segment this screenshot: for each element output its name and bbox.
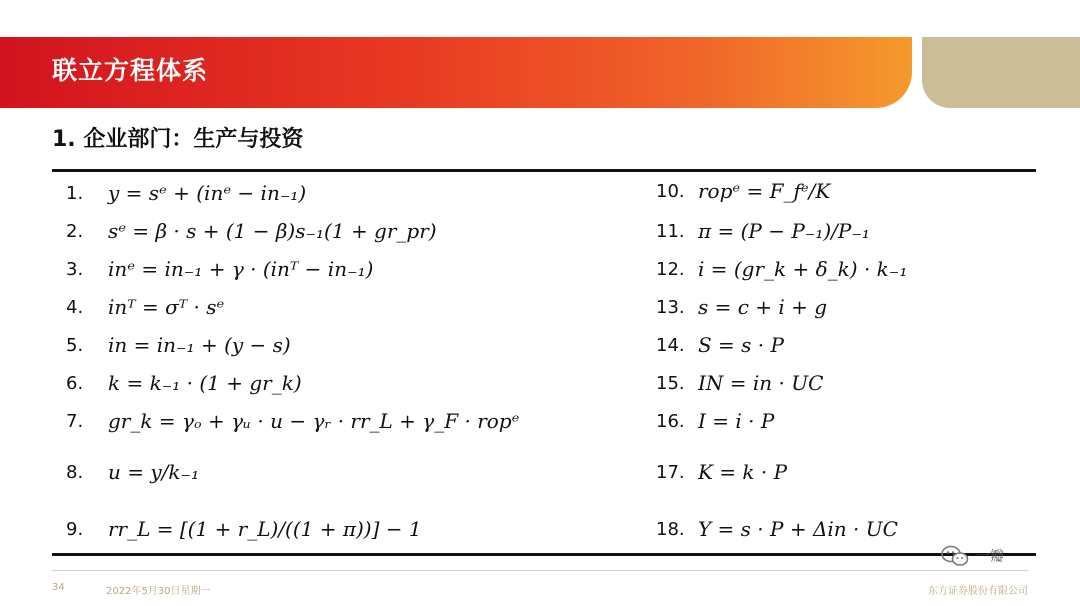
- equation-number: 14.: [656, 334, 685, 356]
- equation-number: 1.: [66, 182, 84, 204]
- table-bottom-rule: [52, 553, 1036, 556]
- equation-formula: u = y/k₋₁: [108, 460, 200, 484]
- equation-formula: y = sᵉ + (inᵉ − in₋₁): [108, 181, 307, 205]
- equation-number: 16.: [656, 410, 685, 432]
- equation-formula: inᵀ = σᵀ · sᵉ: [108, 295, 225, 319]
- equation-14: [656, 330, 784, 360]
- watermark: [940, 541, 1060, 571]
- equation-formula: Y = s · P + Δin · UC: [698, 517, 898, 541]
- equation-formula: i = (gr_k + δ_k) · k₋₁: [698, 257, 908, 281]
- footer-date: 2022年5月30日星期一: [106, 586, 211, 597]
- equation-number: 2.: [66, 220, 84, 242]
- equation-formula: s = c + i + g: [698, 295, 828, 319]
- equation-number: 15.: [656, 372, 685, 394]
- equation-number: 18.: [656, 518, 685, 540]
- equation-number: 7.: [66, 410, 84, 432]
- equation-13: [656, 292, 827, 322]
- equation-number: 10.: [656, 180, 685, 202]
- equation-7: [66, 406, 519, 436]
- equation-9: [66, 514, 422, 544]
- section-heading: 1. 企业部门：生产与投资: [52, 127, 304, 152]
- watermark-label: 一瓣: [976, 549, 1004, 565]
- footer-rule: [52, 570, 1028, 571]
- equation-2: [66, 216, 437, 246]
- equation-18: [656, 514, 898, 544]
- equation-formula: in = in₋₁ + (y − s): [108, 333, 291, 357]
- equation-4: [66, 292, 224, 322]
- footer-company: 东方证券股份有限公司: [928, 586, 1028, 597]
- equation-number: 8.: [66, 461, 84, 483]
- equation-number: 4.: [66, 296, 84, 318]
- page-number: 34: [52, 582, 65, 593]
- equation-formula: IN = in · UC: [698, 371, 824, 395]
- equation-formula: π = (P − P₋₁)/P₋₁: [698, 219, 870, 243]
- equation-11: [656, 216, 870, 246]
- equation-10: [656, 176, 830, 206]
- table-top-rule: [52, 169, 1036, 172]
- equation-number: 5.: [66, 334, 84, 356]
- equation-8: [66, 457, 199, 487]
- equation-formula: K = k · P: [698, 460, 788, 484]
- equation-number: 12.: [656, 258, 685, 280]
- equation-17: [656, 457, 787, 487]
- equation-number: 6.: [66, 372, 84, 394]
- equation-formula: gr_k = γₒ + γᵤ · u − γᵣ · rr_L + γ_F · ropᵉ: [108, 409, 520, 433]
- equation-16: [656, 406, 774, 436]
- equation-number: 11.: [656, 220, 685, 242]
- decorative-corner-block: [922, 37, 1080, 108]
- equation-12: [656, 254, 907, 284]
- equation-formula: sᵉ = β · s + (1 − β)s₋₁(1 + gr_pr): [108, 219, 437, 243]
- equation-formula: rr_L = [(1 + r_L)/((1 + π))] − 1: [108, 517, 422, 541]
- equation-3: [66, 254, 373, 284]
- equation-1: [66, 178, 306, 208]
- equation-number: 9.: [66, 518, 84, 540]
- equation-5: [66, 330, 291, 360]
- equation-formula: k = k₋₁ · (1 + gr_k): [108, 371, 302, 395]
- page-title: 联立方程体系: [52, 56, 209, 85]
- wechat-icon: [940, 544, 970, 568]
- equation-number: 13.: [656, 296, 685, 318]
- equation-formula: S = s · P: [698, 333, 784, 357]
- equation-number: 17.: [656, 461, 685, 483]
- title-banner: [0, 37, 912, 108]
- equation-number: 3.: [66, 258, 84, 280]
- equation-formula: I = i · P: [698, 409, 775, 433]
- equation-formula: ropᵉ = F_fᵉ/K: [698, 179, 831, 203]
- equation-15: [656, 368, 823, 398]
- equation-6: [66, 368, 302, 398]
- equation-formula: inᵉ = in₋₁ + γ · (inᵀ − in₋₁): [108, 257, 374, 281]
